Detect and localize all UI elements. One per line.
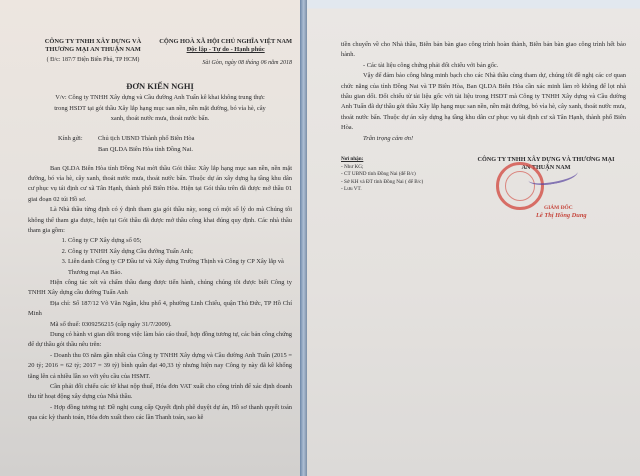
document-title: ĐƠN KIẾN NGHỊ bbox=[126, 81, 194, 91]
recipient: - Như KG; bbox=[341, 163, 364, 170]
paragraph: - Doanh thu 03 năm gần nhất của Công ty TNHH Xây dựng và Cầu đường Anh Tuấn (2015 = 20 tỷ; 2016 = 62 tỷ; 2017 = 39 tỷ) bình quân đạt 40,33 tỷ nhưng hiện nay Công ty này đã kê khống tăng lên cả nhiều lần so với yêu cầu của HSMT. bbox=[28, 351, 292, 380]
addressees bbox=[58, 133, 292, 156]
signer-title: GIÁM ĐỐC bbox=[544, 205, 573, 212]
paragraph: tiền chuyển về cho Nhà thầu, Biên bản bàn giao công trình hoàn thành, Biên bản bàn giao công trình hết bảo hành. bbox=[341, 41, 626, 59]
bidder-item: 2. Công ty TNHH Xây dựng Cầu đường Tuấn Anh; bbox=[68, 247, 292, 257]
addressees-label: Kính gửi: bbox=[58, 134, 83, 142]
paragraph: - Hợp đồng tương tự: Đề nghị cung cấp Quyết định phê duyệt dự án, Hồ sơ thanh quyết toán qua các kỳ thanh toán, Hóa đơn xuất theo các lần Thanh toán, sao kê bbox=[28, 403, 292, 422]
bidder-item: 1. Công ty CP Xây dựng số 05; bbox=[68, 236, 292, 246]
paragraph: Hiện công tác xét và chấm thầu đang được tiến hành, chúng chúng tôi được biết Công ty TNHH Xây dựng cầu đường Tuấn Anh bbox=[28, 278, 292, 297]
paragraph: - Các tài liệu công chứng phải đối chiếu với bản gốc. bbox=[363, 61, 499, 69]
company-stamp bbox=[466, 172, 626, 232]
recipient: - CT UBND tỉnh Đồng Nai (để B/c) bbox=[341, 171, 416, 178]
signer-name: Lê Thị Hồng Dung bbox=[536, 212, 587, 220]
nation-title: CỘNG HOÀ XÃ HỘI CHỦ NGHĨA VIỆT NAM bbox=[159, 38, 292, 45]
addressee: Chủ tịch UBND Thành phố Biên Hòa bbox=[98, 134, 195, 142]
closing: Trân trọng cảm ơn! bbox=[363, 134, 414, 142]
document-subject: V/v: Công ty TNHH Xây dựng và Cầu đường Anh Tuấn kê khai không trung thực trong HSDT tại gói thầu Xây lắp hạng mục san nền, nền mặt đường, bó vỉa hè, cây xanh, thoát nước mưa, thoát nước bẩn. bbox=[54, 94, 266, 122]
document-date: Sài Gòn, ngày 08 tháng 06 năm 2018 bbox=[202, 60, 292, 66]
signer-block bbox=[466, 156, 626, 232]
recipients bbox=[341, 156, 461, 232]
document-page-2 bbox=[307, 0, 640, 476]
paragraph: Mã số thuế: 0309256215 (cấp ngày 31/7/2009). bbox=[50, 320, 172, 328]
bidder-item: 3. Liên danh Công ty CP Đầu tư và Xây dựng Trường Thịnh và Công ty CP Xây lắp và Thương mại An Bảo. bbox=[68, 257, 292, 278]
recipient: - Lưu VT. bbox=[341, 186, 362, 193]
signature-section bbox=[341, 156, 626, 232]
paragraph: Cần phải đối chiếu các tờ khai nộp thuế, Hóa đơn VAT xuất cho công trình để xác định doanh thu từ hoạt động xây dựng của Nhà thầu. bbox=[28, 383, 292, 401]
signer-company-line: AN THUẬN NAM bbox=[521, 164, 571, 172]
page-divider bbox=[300, 0, 307, 476]
document-page-1 bbox=[0, 0, 300, 476]
paragraph: Vậy để đảm bảo công bằng minh bạch cho các Nhà thầu cùng tham dự, chúng tôi đề nghị các cơ quan chức năng của tỉnh Đồng Nai và TP Biên Hòa, Ban QLDA Biên Hòa cần xác minh làm rõ không để lọt nhà thầu gian dối. Đối chiếu từ tài liệu gốc với tài liệu trong HSDT mà Công ty TNHH Xây dựng và Cầu đường Anh Tuấn đã dự thầu gói thầu Xây lắp hạng mục san nền, nền mặt đường, bó vỉa hè, cây xanh, thoát nước mưa, thoát nước bẩn. Thuộc dự án xây dựng hạ tầng khu dân cư phục vụ tái định cư xã Tân Hạnh, thành phố Biên Hòa. bbox=[341, 72, 626, 132]
bidder-list bbox=[28, 236, 292, 278]
paragraph: Là Nhà thầu từng định có ý định tham gia gói thầu này, song có một số lý do mà Chúng tôi không thể tham gia được, hiện tại Gói thầu đã được mở thầu công khai đúng quy định. Các nhà thầu tham gia gồm: bbox=[28, 206, 292, 234]
red-seal-icon bbox=[496, 162, 544, 210]
addressee: Ban QLDA Biên Hòa tỉnh Đồng Nai. bbox=[98, 146, 193, 153]
recipients-label: Nơi nhận: bbox=[341, 156, 364, 163]
paragraph: Địa chỉ: Số 187/12 Võ Văn Ngân, khu phố 4, phường Linh Chiểu, quận Thủ Đức, TP Hồ Chí Minh bbox=[28, 299, 292, 318]
recipient: - Sở KH và ĐT tỉnh Đồng Nai ( để B/c) bbox=[341, 178, 424, 185]
company-name-line: THƯƠNG MẠI AN THUẬN NAM bbox=[45, 46, 141, 53]
paragraph: Ban QLDA Biên Hòa tỉnh Đồng Nai mời thầu Gói thầu: Xây lắp hạng mục san nền, nền mặt đường, bó vỉa hè, cây xanh, thoát nước mưa, thoát nước bẩn. Thuộc dự án xây dựng hạ tầng khu dân cư phục vụ tái định cư xã Tân Hạnh, thành phố Biên Hòa. Hiện tại Gói thầu trên đã được mở thầu 01 giai đoạn 02 túi Hồ sơ. bbox=[28, 164, 292, 203]
motto: Độc lập - Tự do - Hạnh phúc bbox=[186, 46, 265, 53]
company-address: ( Đ/c: 187/7 Điện Biên Phủ, TP HCM) bbox=[46, 57, 140, 63]
paragraph: Dung có hành vi gian dối trong việc làm báo cáo thuế, hợp đồng tương tự, các bản công chứng để dự thầu gói thầu nêu trên: bbox=[28, 331, 293, 349]
signer-company-line: CÔNG TY TNHH XÂY DỰNG VÀ THƯƠNG MẠI bbox=[477, 156, 615, 164]
company-name-line: CÔNG TY TNHH XÂY DỰNG VÀ bbox=[44, 38, 142, 45]
company-header bbox=[28, 38, 158, 64]
